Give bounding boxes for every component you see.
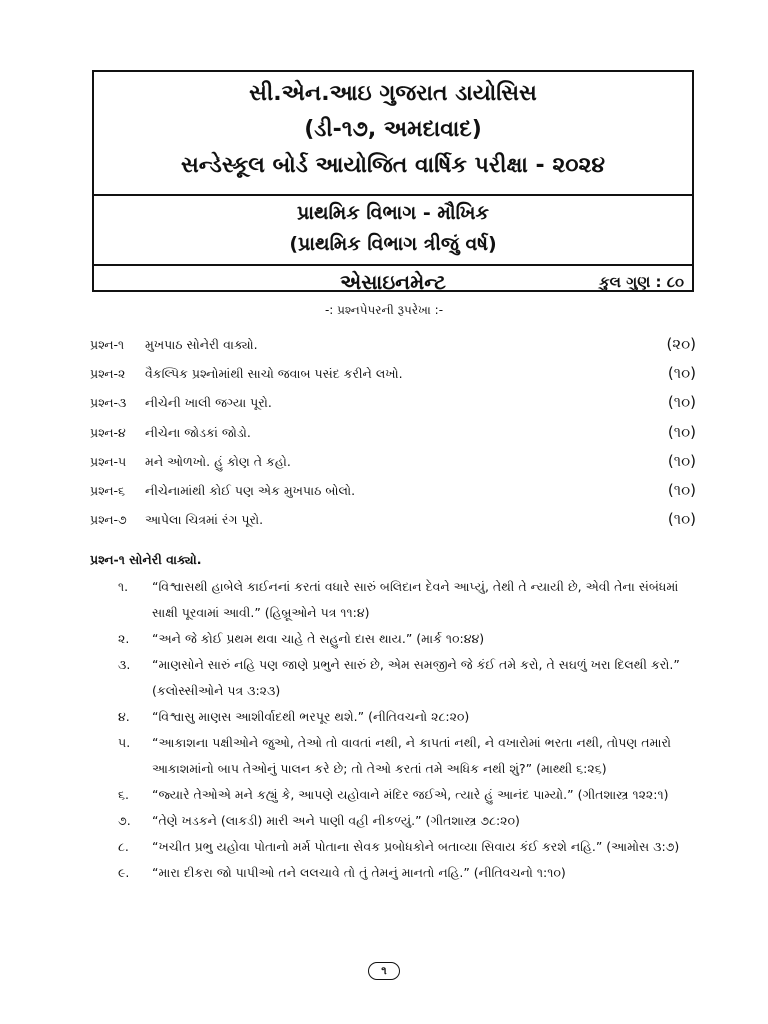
verse-text: “મારા દીકરા જો પાપીઓ તને લલચાવે તો તું તેમનું માનતો નહિ.” (નીતિવચનો ૧:૧૦) [152, 865, 566, 880]
question-marks: (૧૦) [667, 480, 696, 499]
question-number: પ્રશ્ન-૨ [90, 366, 126, 382]
exam-title: સન્ડેસ્કૂલ બોર્ડ આયોજિત વાર્ષિક પરીક્ષા - ૨૦૨૪ [180, 153, 606, 178]
verse-number: ૧. [118, 579, 129, 594]
question-text: મને ઓળખો. હું કોણ તે કહો. [145, 453, 291, 469]
verse-number: ૭. [118, 813, 131, 828]
question-marks: (૨૦) [666, 335, 696, 353]
question-text: વૈકલ્પિક પ્રશ્નોમાંથી સાચો જવાબ પસંદ કરીને લખો. [145, 366, 403, 382]
question-number: પ્રશ્ન-૩ [90, 395, 127, 411]
question-row [90, 388, 696, 417]
question-number: પ્રશ્ન-૪ [90, 424, 126, 440]
header-box [92, 70, 694, 292]
question-text: આપેલા ચિત્રમાં રંગ પૂરો. [145, 512, 264, 528]
question-row [90, 330, 696, 359]
diocese-subtitle: (ડી-૧૭, અમદાવાદ) [304, 117, 482, 142]
diocese-title: સી.એન.આઇ ગુજરાત ડાયોસિસ [249, 81, 537, 106]
question-row [90, 359, 696, 388]
question-text: નીચેના જોડકાં જોડો. [145, 424, 251, 440]
verse-text: “જ્યારે તેઓએ મને કહ્યું કે, આપણે યહોવાને મંદિર જઈએ, ત્યારે હું આનંદ પામ્યો.” (ગીતશાસ્ત્ર ૧૨૨:૧) [152, 787, 669, 802]
question-marks: (૧૦) [667, 393, 696, 412]
question-marks: (૧૦) [667, 422, 696, 441]
verse-item [90, 860, 696, 886]
verse-text: “તેણે ખડકને (લાકડી) મારી અને પાણી વહી નીકળ્યું.” (ગીતશાસ્ત્ર ૭૮:૨૦) [152, 813, 520, 828]
question-number: પ્રશ્ન-૭ [90, 512, 127, 528]
section-heading: પ્રશ્ન-૧ સોનેરી વાક્યો. [90, 552, 202, 567]
verse-item [90, 834, 696, 860]
verse-number: ૮. [118, 839, 129, 854]
verse-number: ૫. [118, 735, 131, 750]
verse-number: ૩. [118, 657, 131, 672]
header-title-section [94, 76, 692, 196]
verse-text: “વિશ્વાસથી હાબેલે કાઈનનાં કરતાં વધારે સારું બલિદાન દેવને આપ્યું, તેથી તે ન્યાયી છે, એવી તેના સંબંધમાં સાક્ષી પૂરવામાં આવી.” (હિબ્રૂઓને પત્ર ૧૧:૪) [152, 579, 679, 620]
verse-number: ૪. [118, 709, 130, 724]
total-marks: કુલ ગુણ : ૮૦ [599, 273, 684, 291]
question-text: નીચેની ખાલી જગ્યા પૂરો. [145, 395, 272, 411]
verse-item [90, 730, 696, 782]
verse-number: ૬. [118, 787, 129, 802]
verse-item [90, 808, 696, 834]
question-row [90, 505, 696, 534]
verse-number: ૨. [118, 631, 130, 646]
verse-item [90, 626, 696, 652]
question-number: પ્રશ્ન-૫ [90, 453, 127, 469]
section-title: પ્રાથમિક વિભાગ - મૌખિક [297, 202, 489, 224]
verse-list [90, 574, 696, 886]
verse-text: “ખચીત પ્રભુ યહોવા પોતાનો મર્મ પોતાના સેવક પ્રબોધકોને બતાવ્યા સિવાય કંઈ કરશે નહિ.” (આમોસ ૩:૭) [152, 839, 680, 854]
question-row [90, 447, 696, 476]
verse-number: ૯. [118, 865, 130, 880]
verse-text: “માણસોને સારું નહિ પણ જાણે પ્રભુને સારું છે, એમ સમજીને જે કંઈ તમે કરો, તે સઘળું ખરા દિલથી કરો.” (કલોસ્સીઓને પત્ર ૩:૨૩) [152, 657, 680, 698]
verse-item [90, 704, 696, 730]
assignment-label: એસાઇનમેન્ટ [340, 270, 446, 294]
question-row [90, 476, 696, 505]
verse-text: “વિશ્વાસુ માણસ આશીર્વાદથી ભરપૂર થશે.” (નીતિવચનો ૨૮:૨૦) [152, 709, 470, 724]
question-marks: (૧૦) [667, 364, 696, 383]
question-row [90, 418, 696, 447]
question-text: નીચેનામાંથી કોઈ પણ એક મુખપાઠ બોલો. [145, 482, 356, 498]
verse-item [90, 574, 696, 626]
header-section-info [94, 198, 692, 266]
question-marks: (૧૦) [667, 510, 696, 529]
verse-item [90, 652, 696, 704]
verse-text: “આકાશના પક્ષીઓને જુઓ, તેઓ તો વાવતાં નથી, ને કાપતાં નથી, ને વખારોમાં ભરતા નથી, તોપણ તમારો આકાશમાંનો બાપ તેઓનું પાલન કરે છે; તો તેઓ કરતાં તમે અધિક નથી શું?” (માથ્થી ૬:૨૬) [152, 735, 672, 776]
question-number: પ્રશ્ન-૬ [90, 482, 126, 498]
header-assignment-row [94, 266, 692, 300]
question-text: મુખપાઠ સોનેરી વાક્યો. [145, 337, 258, 352]
page-number: ૧ [368, 962, 400, 980]
question-number: પ્રશ્ન-૧ [90, 337, 125, 352]
section-year: (પ્રાથમિક વિભાગ ત્રીજું વર્ષ) [289, 233, 497, 255]
verse-item [90, 782, 696, 808]
outline-title: -: પ્રશ્નપેપરની રૂપરેખા :- [324, 303, 444, 317]
verse-text: “અને જે કોઈ પ્રથમ થવા ચાહે તે સહુનો દાસ થાય.” (માર્ક ૧૦:૪૪) [152, 631, 485, 646]
question-marks: (૧૦) [667, 451, 696, 470]
question-list [90, 330, 696, 534]
